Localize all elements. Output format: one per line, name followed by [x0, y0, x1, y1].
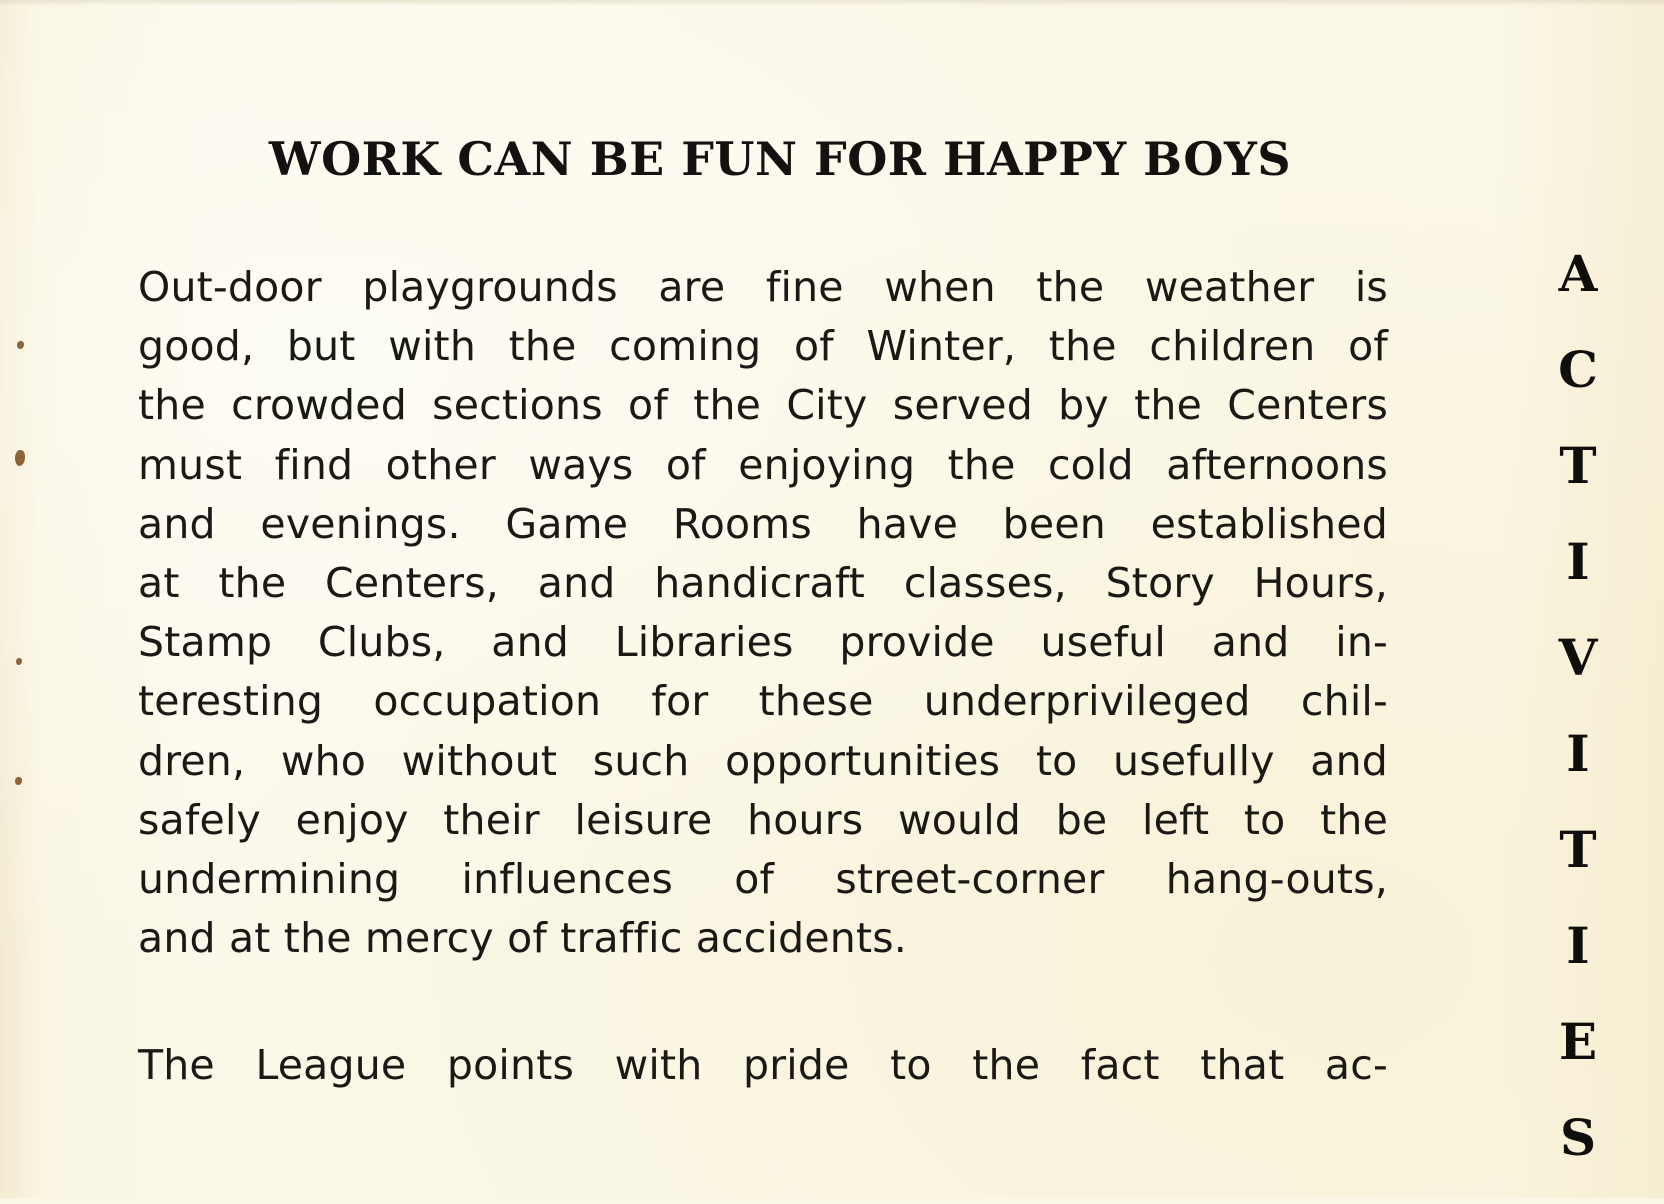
text-line: good, but with the coming of Winter, the children of — [138, 322, 1388, 371]
page-top-edge — [0, 0, 1664, 6]
side-letter: V — [1558, 628, 1598, 687]
binding-hole-mark — [15, 777, 22, 785]
side-letter: T — [1559, 820, 1597, 879]
paragraph-2 — [138, 1036, 1388, 1095]
text-line: must find other ways of enjoying the cold afternoons — [138, 440, 1388, 489]
text-line: and at the mercy of traffic accidents. — [138, 914, 908, 963]
text-line: teresting occupation for these underprivileged chil- — [138, 677, 1388, 726]
text-line: Stamp Clubs, and Libraries provide useful and in- — [138, 618, 1388, 667]
text-line: undermining influences of street-corner hang-outs, — [138, 855, 1388, 904]
text-line: at the Centers, and handicraft classes, Story Hours, — [138, 559, 1388, 608]
side-letter: T — [1559, 436, 1597, 495]
paragraph-1 — [138, 258, 1388, 968]
page-title: WORK CAN BE FUN FOR HAPPY BOYS — [268, 132, 1292, 186]
binding-hole-mark — [15, 450, 25, 466]
text-line: Out-door playgrounds are fine when the weather is — [138, 263, 1388, 311]
text-line: safely enjoy their leisure hours would be left to the — [138, 795, 1388, 844]
text-line: dren, who without such opportunities to usefully and — [138, 736, 1388, 785]
side-letter: S — [1559, 1108, 1597, 1167]
text-line: and evenings. Game Rooms have been established — [138, 499, 1388, 548]
side-letter: I — [1566, 532, 1590, 591]
side-letter: A — [1558, 244, 1598, 303]
side-letter: I — [1566, 916, 1590, 975]
binding-hole-mark — [17, 341, 24, 349]
side-letter: E — [1558, 1012, 1598, 1071]
side-letter: I — [1566, 724, 1590, 783]
side-label-activities — [1540, 244, 1616, 1204]
binding-hole-mark — [16, 658, 22, 665]
text-line: the crowded sections of the City served by the Centers — [138, 381, 1388, 430]
text-line: The League points with pride to the fact that ac- — [138, 1041, 1388, 1089]
side-letter: C — [1558, 340, 1598, 399]
